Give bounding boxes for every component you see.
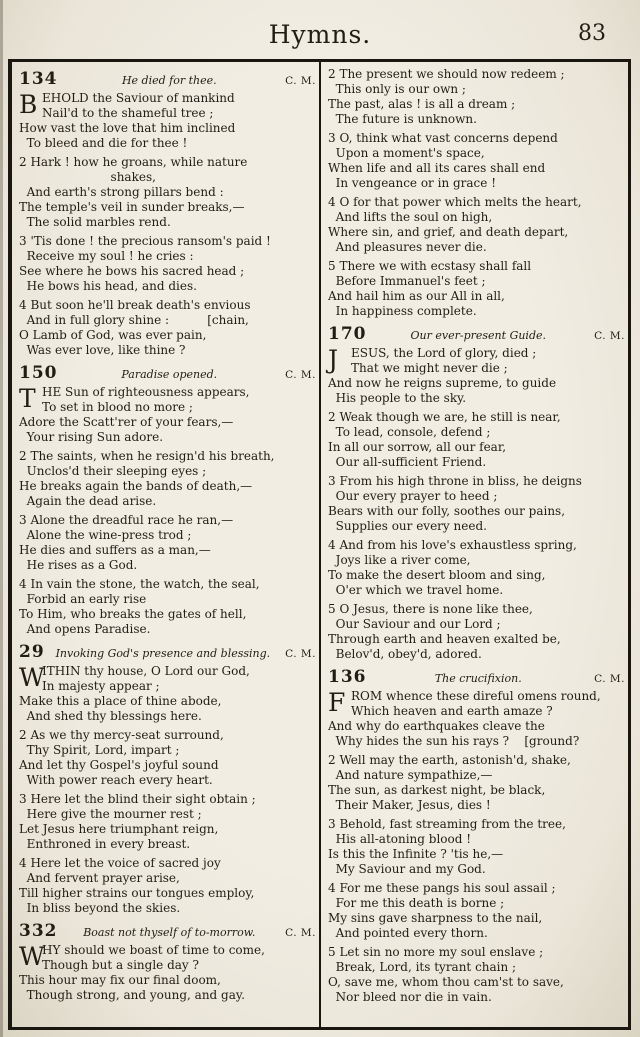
hymn-line: 5 There we with ecstasy shall fall (328, 259, 532, 273)
hymn-line: He dies and suffers as a man,— (19, 543, 211, 557)
verse (328, 602, 625, 662)
hymn-line: Here give the mourner rest ; (19, 807, 202, 821)
hymn-line: The temple's veil in sunder breaks,— (19, 200, 245, 214)
verse (328, 817, 625, 877)
hymn (19, 642, 316, 916)
hymn-meter: C. M. (594, 673, 625, 685)
hymn-line: He breaks again the bands of death,— (19, 479, 253, 493)
hymn-line: And nature sympathize,— (328, 768, 493, 782)
hymn-line: In majesty appear ; (42, 679, 160, 693)
hymn-line: Was ever love, like thine ? (19, 343, 186, 357)
drop-cap: B (19, 90, 38, 119)
hymn-line: 4 Here let the voice of sacred joy (19, 856, 221, 870)
hymn (19, 69, 316, 358)
hymn-line: To Him, who breaks the gates of hell, (19, 607, 247, 621)
hymn-number: 332 (19, 921, 58, 941)
verse (19, 664, 316, 724)
hymn-meter: C. M. (285, 927, 316, 939)
drop-cap: F (328, 688, 346, 717)
hymn-line: 3 Alone the dreadful race he ran,— (19, 513, 234, 527)
page-title: Hymns. (268, 20, 372, 49)
hymn-line: And now he reigns supreme, to guide (328, 376, 557, 390)
verse (19, 298, 316, 358)
hymn-line: The future is unknown. (328, 112, 477, 126)
hymn-line: 3 From his high throne in bliss, he deigns (328, 474, 582, 488)
verse (328, 259, 625, 319)
verse (19, 513, 316, 573)
hymn-line: Though strong, and young, and gay. (19, 988, 245, 1002)
hymn-number: 29 (19, 642, 45, 662)
hymn-line: Our every prayer to heed ; (328, 489, 498, 503)
hymn-line: And lifts the soul on high, (328, 210, 493, 224)
hymn-line: Again the dead arise. (19, 494, 157, 508)
verse (19, 155, 316, 230)
hymn-header (19, 921, 316, 941)
hymn-line: Forbid an early rise (19, 592, 147, 606)
hymn-line: 5 O Jesus, there is none like thee, (328, 602, 533, 616)
hymn-line: The sun, as darkest night, be black, (328, 783, 546, 797)
hymn-line: 2 The saints, when he resign'd his breath, (19, 449, 275, 463)
verse (328, 195, 625, 255)
hymn-line: And let thy Gospel's joyful sound (19, 758, 219, 772)
hymn-line: When life and all its cares shall end (328, 161, 546, 175)
hymn-line: In bliss beyond the skies. (19, 901, 181, 915)
verse (328, 945, 625, 1005)
hymn-line: Before Immanuel's feet ; (328, 274, 486, 288)
verse (328, 753, 625, 813)
hymn-line: How vast the love that him inclined (19, 121, 236, 135)
hymn-line: Where sin, and grief, and death depart, (328, 225, 569, 239)
hymn-line: To make the desert bloom and sing, (328, 568, 546, 582)
verse (328, 131, 625, 191)
hymn-line: And hail him as our All in all, (328, 289, 505, 303)
hymn (19, 921, 316, 1003)
hymn-line: 2 Well may the earth, astonish'd, shake, (328, 753, 571, 767)
hymn-line: My sins gave sharpness to the nail, (328, 911, 543, 925)
hymn-line: Why hides the sun his rays ? [ground? (328, 734, 580, 748)
hymn-line: For me this death is borne ; (328, 896, 505, 910)
hymn-line: Thy Spirit, Lord, impart ; (19, 743, 180, 757)
hymn-meter: C. M. (594, 330, 625, 342)
verse (19, 943, 316, 1003)
hymn-header (19, 363, 316, 383)
hymn-line: Belov'd, obey'd, adored. (328, 647, 482, 661)
hymn-line: Our all-sufficient Friend. (328, 455, 487, 469)
hymn-line: And pleasures never die. (328, 240, 487, 254)
hymn-line: 3 O, think what vast concerns depend (328, 131, 558, 145)
hymn-line-text: HE Sun of righteousness appears, (42, 385, 250, 399)
verse (19, 728, 316, 788)
verse (328, 474, 625, 534)
hymn-line: 3 'Tis done ! the precious ransom's paid ! (19, 234, 271, 248)
hymn-line: Let Jesus here triumphant reign, (19, 822, 219, 836)
hymn-number: 150 (19, 363, 58, 383)
hymn-line: And earth's strong pillars bend : (19, 185, 224, 199)
hymn-line: Receive my soul ! he cries : (19, 249, 194, 263)
hymn-line: To bleed and die for thee ! (19, 136, 188, 150)
hymn-line: And in full glory shine : [chain, (19, 313, 249, 327)
hymn-header (19, 642, 316, 662)
verse (328, 538, 625, 598)
hymn-line: With power reach every heart. (19, 773, 213, 787)
hymn-title: He died for thee. (121, 74, 217, 87)
hymn-line: Nail'd to the shameful tree ; (42, 106, 214, 120)
drop-cap: T (19, 384, 36, 413)
hymn-line: Through earth and heaven exalted be, (328, 632, 561, 646)
hymn-line: 4 But soon he'll break death's envious (19, 298, 251, 312)
hymn-line: Joys like a river come, (328, 553, 471, 567)
verse (19, 856, 316, 916)
hymn-number: 170 (328, 324, 367, 344)
hymn-number: 134 (19, 69, 58, 89)
hymn-line-text: HY should we boast of time to come, (42, 943, 265, 957)
hymn-line: 2 As we thy mercy-seat surround, (19, 728, 224, 742)
verse (19, 577, 316, 637)
hymn-line: Which heaven and earth amaze ? (351, 704, 553, 718)
hymn-line: Break, Lord, its tyrant chain ; (328, 960, 517, 974)
hymn (328, 67, 625, 319)
hymn-line-text: ITHIN thy house, O Lord our God, (42, 664, 250, 678)
hymn-line: Unclos'd their sleeping eyes ; (19, 464, 207, 478)
drop-cap: J (328, 345, 339, 374)
text-frame (8, 59, 631, 1030)
hymn-line: 2 The present we should now redeem ; (328, 67, 565, 81)
hymn-title: The crucifixion. (434, 672, 522, 685)
verse (328, 689, 625, 749)
hymn-line: Bears with our folly, soothes our pains, (328, 504, 566, 518)
hymn-line: Adore the Scatt'rer of your fears,— (19, 415, 234, 429)
hymn-line: O Lamb of God, was ever pain, (19, 328, 207, 342)
verse (19, 234, 316, 294)
page-number: 83 (578, 21, 606, 46)
hymn-line: 5 Let sin no more my soul enslave ; (328, 945, 544, 959)
hymn-line-text: ROM whence these direful omens round, (351, 689, 601, 703)
hymn-line: Is this the Infinite ? 'tis he,— (328, 847, 504, 861)
hymn-line: Their Maker, Jesus, dies ! (328, 798, 491, 812)
verse (19, 792, 316, 852)
hymn-line: This hour may fix our final doom, (19, 973, 221, 987)
hymn-line: His people to the sky. (328, 391, 467, 405)
hymn-line-text: EHOLD the Saviour of mankind (42, 91, 235, 105)
hymn (328, 667, 625, 1005)
column (12, 62, 319, 1027)
hymn-line: Make this a place of thine abode, (19, 694, 222, 708)
hymn-header (19, 69, 316, 89)
hymn-line: Your rising Sun adore. (19, 430, 164, 444)
column (321, 62, 628, 1027)
hymn-line: Alone the wine-press trod ; (19, 528, 192, 542)
hymn-line: 4 For me these pangs his soul assail ; (328, 881, 556, 895)
verse (328, 67, 625, 127)
hymn-line: And shed thy blessings here. (19, 709, 202, 723)
hymn-line: 4 And from his love's exhaustless spring, (328, 538, 577, 552)
drop-cap: W (19, 663, 45, 692)
hymn-line: 4 O for that power which melts the heart, (328, 195, 582, 209)
hymn-line: O, save me, whom thou cam'st to save, (328, 975, 564, 989)
hymn-line: To set in blood no more ; (42, 400, 193, 414)
hymn-line: Though but a single day ? (42, 958, 199, 972)
hymn-line: Till higher strains our tongues employ, (19, 886, 255, 900)
hymn-line: And fervent prayer arise, (19, 871, 180, 885)
verse (328, 346, 625, 406)
hymn-line: He bows his head, and dies. (19, 279, 197, 293)
hymn-line: In vengeance or in grace ! (328, 176, 497, 190)
hymn-meter: C. M. (285, 369, 316, 381)
drop-cap: W (19, 942, 45, 971)
hymn-header (328, 324, 625, 344)
verse (328, 881, 625, 941)
hymn-line: 2 Hark ! how he groans, while nature (19, 155, 248, 169)
verse (328, 410, 625, 470)
hymn-meter: C. M. (285, 75, 316, 87)
hymn-line: And why do earthquakes cleave the (328, 719, 545, 733)
hymn-title: Paradise opened. (121, 368, 218, 381)
hymn-line: 3 Here let the blind their sight obtain ; (19, 792, 256, 806)
hymn-line: That we might never die ; (351, 361, 508, 375)
hymn-line: In happiness complete. (328, 304, 477, 318)
hymn-line: In all our sorrow, all our fear, (328, 440, 507, 454)
hymn-line: O'er which we travel home. (328, 583, 504, 597)
hymn (19, 363, 316, 637)
verse (19, 91, 316, 151)
hymn-line: Enthroned in every breast. (19, 837, 191, 851)
hymn-line: shakes, (19, 170, 156, 184)
hymn-line: This only is our own ; (328, 82, 466, 96)
hymn-title: Boast not thyself of to-morrow. (83, 926, 256, 939)
verse (19, 449, 316, 509)
hymn-line: 2 Weak though we are, he still is near, (328, 410, 561, 424)
hymn-line: Our Saviour and our Lord ; (328, 617, 501, 631)
hymn-line: His all-atoning blood ! (328, 832, 472, 846)
hymn-line: To lead, console, defend ; (328, 425, 491, 439)
hymn-line: See where he bows his sacred head ; (19, 264, 245, 278)
hymn-number: 136 (328, 667, 367, 687)
hymn-line: And pointed every thorn. (328, 926, 488, 940)
hymn-line: My Saviour and my God. (328, 862, 486, 876)
running-head (0, 20, 640, 56)
hymn-header (328, 667, 625, 687)
hymn-line: Nor bleed nor die in vain. (328, 990, 492, 1004)
hymn-line: Supplies our every need. (328, 519, 487, 533)
hymn-line: He rises as a God. (19, 558, 138, 572)
hymn-meter: C. M. (285, 648, 316, 660)
verse (19, 385, 316, 445)
hymn-line-text: ESUS, the Lord of glory, died ; (351, 346, 537, 360)
hymn (328, 324, 625, 662)
hymn-line: 4 In vain the stone, the watch, the seal, (19, 577, 260, 591)
hymn-line: The solid marbles rend. (19, 215, 171, 229)
hymn-line: Upon a moment's space, (328, 146, 485, 160)
hymn-title: Invoking God's presence and blessing. (55, 647, 271, 660)
hymn-line: The past, alas ! is all a dream ; (328, 97, 516, 111)
hymn-line: 3 Behold, fast streaming from the tree, (328, 817, 566, 831)
hymn-title: Our ever-present Guide. (410, 329, 547, 342)
hymn-line: And opens Paradise. (19, 622, 151, 636)
